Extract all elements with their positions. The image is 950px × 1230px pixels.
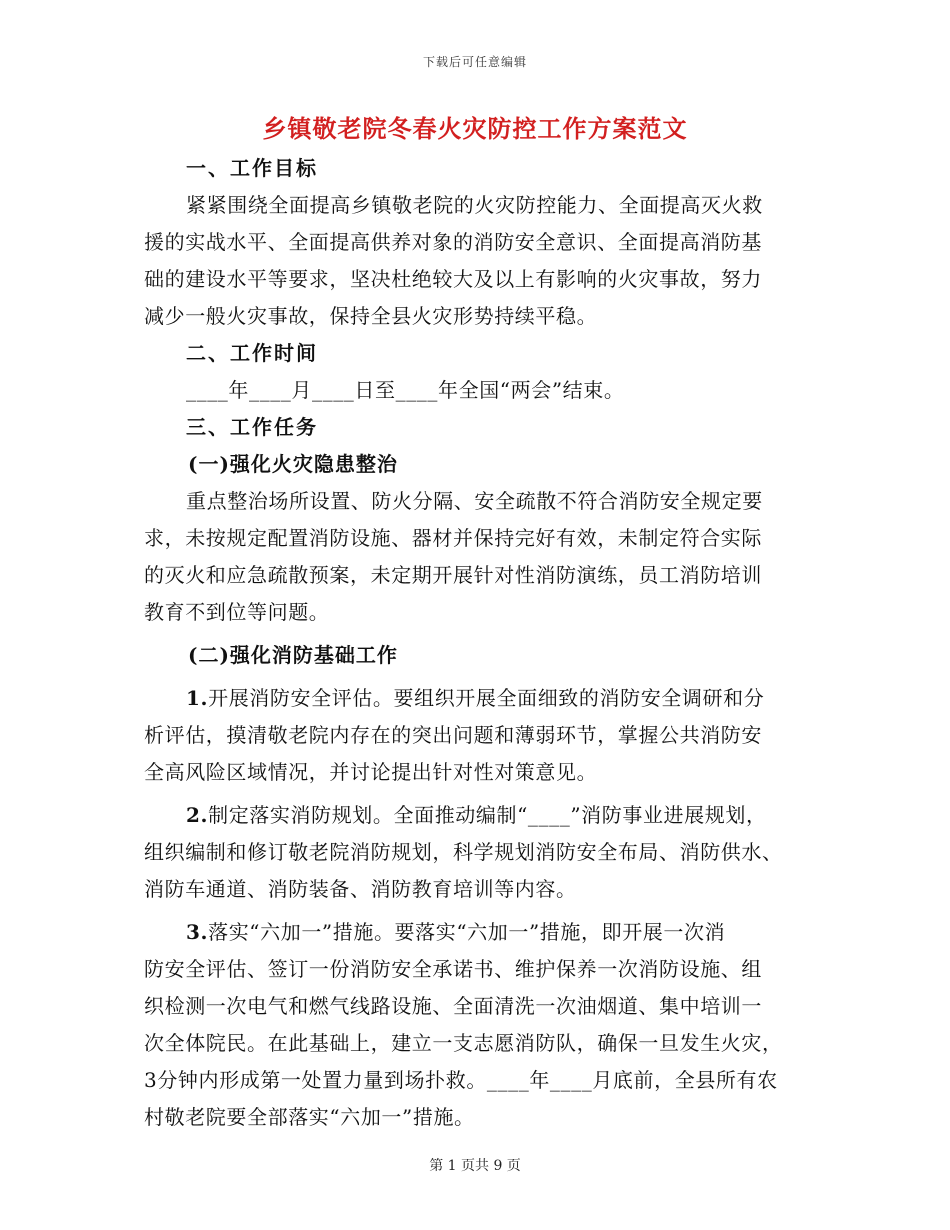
- paragraph-line: 紧紧围绕全面提高乡镇敬老院的火灾防控能力、全面提高灭火救: [186, 193, 763, 217]
- paragraph-line: 重点整治场所设置、防火分隔、安全疏散不符合消防安全规定要: [186, 489, 763, 513]
- paragraph-goals: [144, 187, 804, 335]
- header-note: 下载后可任意编辑: [422, 55, 527, 69]
- paragraph-line: 防安全评估、签订一份消防安全承诺书、维护保养一次消防设施、组: [144, 957, 762, 981]
- item-text: 落实“六加一”措施。要落实“六加一”措施，即开展一次消: [208, 920, 726, 944]
- section-heading-tasks: 三、工作任务: [186, 415, 318, 439]
- document-body: [144, 150, 804, 1136]
- item-text: 开展消防安全评估。要组织开展全面细致的消防安全调研和分: [208, 686, 765, 710]
- paragraph-line: 组织编制和修订敬老院消防规划，科学规划消防安全布局、消防供水、: [144, 840, 783, 864]
- paragraph-line: 求，未按规定配置消防设施、器材并保持完好有效，未制定符合实际: [144, 526, 762, 550]
- subsection-heading-hazard: (一)强化火灾隐患整治: [188, 452, 398, 476]
- section-heading-time: 二、工作时间: [186, 341, 318, 365]
- paragraph-line: 村敬老院要全部落实“六加一”措施。: [144, 1105, 475, 1129]
- paragraph-hazard: [144, 483, 804, 631]
- section-heading-goals: 一、工作目标: [186, 156, 318, 180]
- page-number: 第 1 页共 9 页: [429, 1158, 521, 1174]
- document-title: 乡镇敬老院冬春火灾防控工作方案范文: [262, 114, 688, 143]
- paragraph-line: 援的实战水平、全面提高供养对象的消防安全意识、全面提高消防基: [144, 230, 762, 254]
- item-number: 1.: [186, 686, 209, 710]
- item-number: 2.: [186, 803, 209, 827]
- list-item-six-plus-one: [144, 914, 804, 1136]
- paragraph-line: [144, 914, 804, 951]
- paragraph-line: 的灭火和应急疏散预案，未定期开展针对性消防演练，员工消防培训: [144, 563, 762, 587]
- paragraph-line: [144, 680, 804, 717]
- paragraph-line: 全高风险区域情况，并讨论提出针对性对策意见。: [144, 760, 598, 784]
- paragraph-line: 析评估，摸清敬老院内存在的突出问题和薄弱环节，掌握公共消防安: [144, 723, 762, 747]
- list-item-planning: [144, 797, 804, 908]
- list-item-assessment: [144, 680, 804, 791]
- paragraph-line: [144, 797, 804, 834]
- paragraph-line: 教育不到位等问题。: [144, 600, 330, 624]
- paragraph-line: 消防车通道、消防装备、消防教育培训等内容。: [144, 877, 577, 901]
- paragraph-line: 织检测一次电气和燃气线路设施、全面清洗一次油烟道、集中培训一: [144, 994, 762, 1018]
- item-number: 3.: [186, 920, 209, 944]
- paragraph-line: 3分钟内形成第一处置力量到场扑救。____年____月底前，全县所有农: [144, 1068, 778, 1092]
- paragraph-line: 次全体院民。在此基础上，建立一支志愿消防队，确保一旦发生火灾，: [144, 1031, 783, 1055]
- paragraph-time: ____年____月____日至____年全国“两会”结束。: [186, 378, 625, 402]
- paragraph-line: 础的建设水平等要求，坚决杜绝较大及以上有影响的火灾事故，努力: [144, 267, 762, 291]
- item-text: 制定落实消防规划。全面推动编制“____”消防事业进展规划，: [208, 803, 767, 827]
- subsection-heading-foundation: (二)强化消防基础工作: [188, 643, 398, 667]
- paragraph-line: 减少一般火灾事故，保持全县火灾形势持续平稳。: [144, 304, 598, 328]
